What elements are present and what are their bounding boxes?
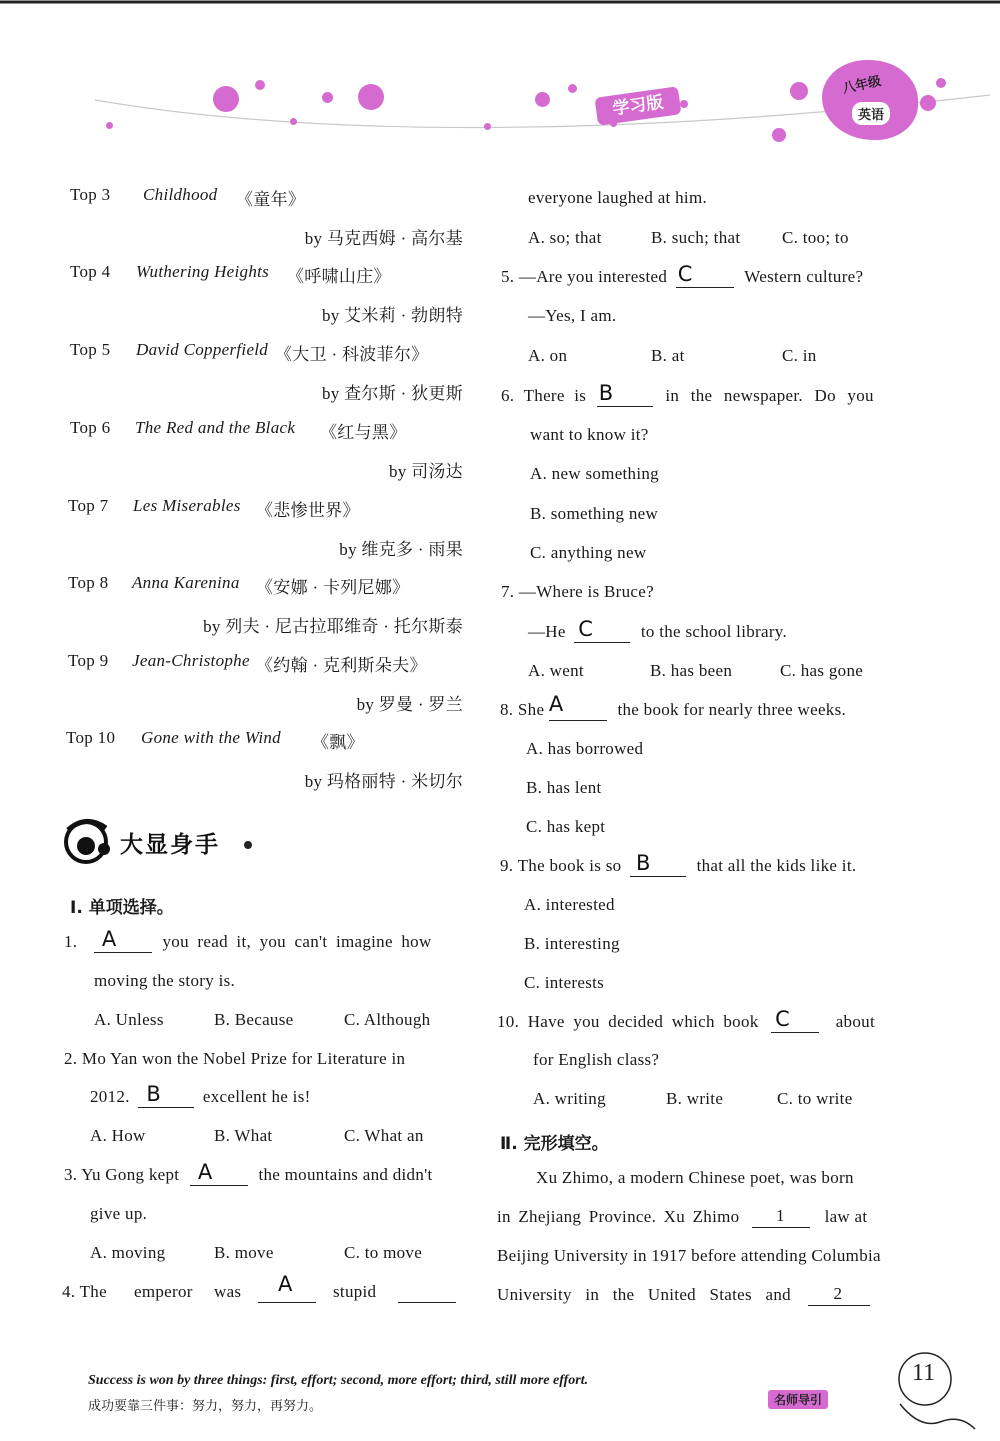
question-text: that all the kids like it. [696, 856, 857, 875]
question-text: for English class? [533, 1050, 660, 1069]
question-4-word: 4. The [62, 1282, 107, 1301]
book-author: by 艾米莉 · 勃朗特 [321, 306, 463, 325]
book-title: Les Miserables [133, 496, 241, 515]
question-7-line2 [528, 617, 788, 643]
question-text: excellent he is! [202, 1087, 311, 1106]
option-a: A. How [90, 1126, 146, 1145]
option-b: B. has been [650, 661, 733, 680]
question-text: give up. [90, 1204, 148, 1223]
handwritten-answer: A [197, 1160, 213, 1184]
handwritten-answer: B [146, 1082, 162, 1106]
option-a: A. has borrowed [526, 739, 644, 758]
grade-label: 八年级 [841, 74, 883, 97]
handwritten-answer: B [598, 381, 614, 405]
question-text: you read it, you can't imagine how [162, 932, 432, 951]
question-2: 2. Mo Yan won the Nobel Prize for Literature in [64, 1049, 406, 1068]
question-1 [64, 927, 432, 953]
answer-blank[interactable] [630, 851, 686, 877]
question-text: want to know it? [530, 425, 649, 444]
handwritten-answer: B [636, 851, 651, 875]
cloze-blank-number: 2 [833, 1284, 843, 1303]
book-author: by 玛格丽特 · 米切尔 [304, 772, 463, 791]
book-rank: Top 8 [68, 573, 109, 592]
book-title: Wuthering Heights [136, 262, 270, 281]
answer-blank[interactable] [548, 692, 607, 721]
handwritten-answer: A [548, 692, 564, 716]
book-author: by 罗曼 · 罗兰 [356, 695, 463, 714]
book-title-cn: 《呼啸山庄》 [287, 267, 391, 286]
handwritten-answer: A [278, 1272, 293, 1296]
book-title-cn: 《安娜 · 卡列尼娜》 [256, 578, 410, 597]
handwritten-answer: C [677, 262, 693, 286]
header-badge: 学习版 [594, 86, 681, 125]
question-5 [501, 262, 864, 288]
book-title: Jean-Christophe [132, 651, 250, 670]
option-b: B. write [666, 1089, 724, 1108]
handwritten-answer: A [101, 927, 117, 951]
option-c: C. has gone [780, 661, 864, 680]
book-title-cn: 《童年》 [236, 190, 306, 209]
book-title: Childhood [143, 185, 218, 204]
option-c: C. interests [524, 973, 605, 992]
book-author: by 马克西姆 · 高尔基 [304, 229, 463, 248]
handwritten-answer: C [775, 1007, 791, 1031]
cloze-text: law at [824, 1207, 868, 1226]
book-rank: Top 7 [68, 496, 109, 515]
question-text: the book for nearly three weeks. [617, 700, 847, 719]
option-b: B. such; that [651, 228, 741, 247]
question-text: moving the story is. [94, 971, 236, 990]
book-title: David Copperfield [136, 340, 269, 359]
question-10 [497, 1007, 875, 1033]
section-banner [62, 816, 262, 866]
option-a: A. went [528, 661, 584, 680]
question-text: everyone laughed at him. [528, 188, 708, 207]
option-a: A. interested [524, 895, 615, 914]
banner-emblem-icon [62, 816, 122, 866]
option-c: C. has kept [526, 817, 606, 836]
question-text: 2012. [90, 1087, 130, 1106]
question-text: 10. Have you decided which book [497, 1012, 759, 1031]
answer-blank[interactable] [771, 1007, 819, 1033]
question-text: Western culture? [744, 267, 864, 286]
question-text: 6. There is [501, 386, 587, 405]
question-text: in the newspaper. Do you [665, 386, 874, 405]
question-6 [501, 381, 874, 407]
book-author: by 查尔斯 · 狄更斯 [321, 384, 463, 403]
book-title-cn: 《约翰 · 克利斯朵夫》 [256, 656, 427, 675]
footer-quote-en: Success is won by three things: first, effort; second, more effort; third, still more effort. [88, 1373, 589, 1388]
option-a: A. new something [530, 464, 659, 483]
option-c: C. What an [344, 1126, 424, 1145]
answer-blank[interactable] [676, 262, 734, 288]
question-2-line2 [90, 1082, 311, 1108]
option-c: C. too; to [782, 228, 849, 247]
option-b: B. move [214, 1243, 274, 1262]
answer-blank[interactable] [138, 1082, 194, 1108]
footer-quote-cn: 成功要靠三件事：努力，努力，再努力。 [88, 1399, 323, 1414]
answer-blank-empty[interactable] [398, 1282, 456, 1303]
cloze-line: Beijing University in 1917 before attending Columbia [497, 1246, 881, 1265]
page-number: 11 [912, 1360, 936, 1386]
question-4-word: stupid [333, 1282, 377, 1301]
book-author: by 列夫 · 尼古拉耶维奇 · 托尔斯泰 [203, 617, 463, 636]
book-title-cn: 《飘》 [312, 733, 364, 752]
cloze-blank-number: 1 [776, 1206, 785, 1225]
part2-title: Ⅱ. 完形填空。 [500, 1134, 609, 1154]
subject-label: 英语 [852, 102, 890, 125]
book-rank: Top 9 [68, 651, 109, 670]
option-c: C. anything new [530, 543, 647, 562]
book-title: The Red and the Black [135, 418, 296, 437]
question-text: 3. Yu Gong kept [64, 1165, 180, 1184]
option-a: A. on [528, 346, 568, 365]
question-3 [64, 1160, 433, 1186]
answer-blank[interactable] [190, 1160, 248, 1186]
option-b: B. something new [530, 504, 659, 523]
option-a: A. moving [90, 1243, 166, 1262]
question-text: about [835, 1012, 875, 1031]
header-decoration [0, 0, 1000, 160]
book-title-cn: 《红与黑》 [320, 423, 407, 442]
answer-blank[interactable] [258, 1272, 316, 1303]
question-4-word: emperor [134, 1282, 193, 1301]
part1-title: Ⅰ. 单项选择。 [70, 898, 174, 918]
question-text: —Yes, I am. [528, 306, 617, 325]
cloze-line: Xu Zhimo, a modern Chinese poet, was born [536, 1168, 854, 1187]
question-text: 8. She [500, 700, 545, 719]
book-author: by 司汤达 [388, 462, 463, 481]
option-c: C. to move [344, 1243, 423, 1262]
footer-brand: 名师导引 [768, 1390, 828, 1409]
cloze-line [497, 1207, 867, 1228]
cloze-text: University in the United States and [497, 1285, 791, 1304]
answer-blank[interactable] [597, 381, 653, 407]
option-b: B. interesting [524, 934, 620, 953]
book-title-cn: 《悲惨世界》 [256, 501, 360, 520]
book-rank: Top 5 [70, 340, 111, 359]
cloze-text: in Zhejiang Province. Xu Zhimo [497, 1207, 740, 1226]
option-b: B. What [214, 1126, 273, 1145]
answer-blank[interactable] [94, 927, 152, 953]
option-c: C. in [782, 346, 817, 365]
answer-blank[interactable] [574, 617, 630, 643]
option-c: C. to write [777, 1089, 853, 1108]
question-7: 7. —Where is Bruce? [501, 582, 654, 601]
book-author: by 维克多 · 雨果 [339, 540, 463, 559]
handwritten-answer: C [578, 617, 594, 641]
question-4-word: was [214, 1282, 242, 1301]
question-9 [500, 851, 857, 877]
banner-end-dot-icon [244, 841, 252, 849]
option-b: B. Because [214, 1010, 294, 1029]
book-title: Gone with the Wind [141, 728, 281, 747]
cloze-blank-2[interactable] [808, 1285, 870, 1306]
book-rank: Top 4 [70, 262, 111, 281]
cloze-blank-1[interactable] [752, 1207, 810, 1228]
option-a: A. Unless [94, 1010, 164, 1029]
option-a: A. writing [533, 1089, 606, 1108]
option-c: C. Although [344, 1010, 431, 1029]
page-number-flower [890, 1342, 960, 1412]
book-rank: Top 3 [70, 185, 111, 204]
book-rank: Top 6 [70, 418, 111, 437]
cloze-line [497, 1285, 870, 1306]
question-text: 5. —Are you interested [501, 267, 668, 286]
question-8 [500, 692, 847, 721]
option-b: B. has lent [526, 778, 602, 797]
question-text: 9. The book is so [500, 856, 622, 875]
book-title-cn: 《大卫 · 科波菲尔》 [275, 345, 429, 364]
book-rank: Top 10 [66, 728, 116, 747]
question-text: the mountains and didn't [258, 1165, 433, 1184]
option-a: A. so; that [528, 228, 602, 247]
book-title: Anna Karenina [132, 573, 240, 592]
banner-title: 大显身手 [120, 832, 220, 858]
question-text: —He [528, 622, 566, 641]
option-b: B. at [651, 346, 685, 365]
question-number: 1. [64, 932, 78, 951]
question-text: to the school library. [640, 622, 788, 641]
